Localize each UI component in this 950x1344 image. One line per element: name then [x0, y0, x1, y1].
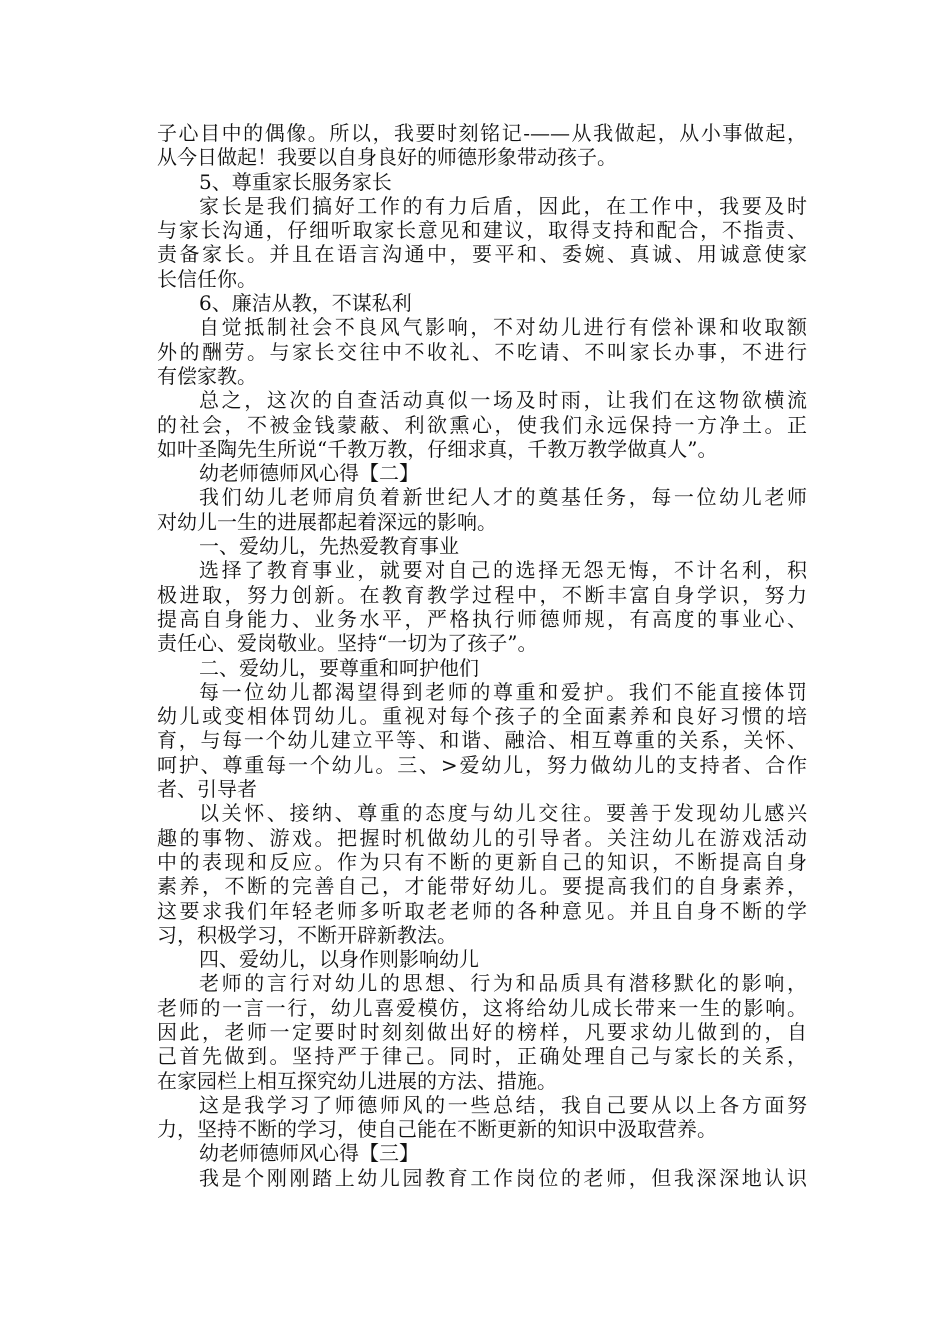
text-line: 我们幼儿老师肩负着新世纪人才的奠基任务，每一位幼儿老师: [199, 485, 807, 510]
text-line: 因此，老师一定要时时刻刻做出好的榜样，凡要求幼儿做到的，自: [157, 1019, 807, 1044]
text-line: 6、廉洁从教，不谋私利: [199, 291, 412, 316]
text-line: 有偿家教。: [157, 363, 257, 388]
text-line: 外的酬劳。与家长交往中不收礼、不吃请、不叫家长办事，不进行: [157, 339, 807, 364]
text-line: 育，与每一个幼儿建立平等、和谐、融洽、相互尊重的关系，关怀、: [157, 728, 807, 753]
text-line: 幼老师德师风心得【三】: [199, 1141, 419, 1166]
text-line: 一、爱幼儿，先热爱教育事业: [199, 534, 459, 559]
text-line: 对幼儿一生的进展都起着深远的影响。: [157, 509, 497, 534]
text-line: 己首先做到。坚持严于律己。同时，正确处理自己与家长的关系，: [157, 1044, 807, 1069]
text-line: 与家长沟通，仔细听取家长意见和建议，取得支持和配合，不指责、: [157, 218, 807, 243]
text-line: 的社会，不被金钱蒙蔽、利欲熏心，使我们永远保持一方净土。正: [157, 412, 807, 437]
text-line: 如叶圣陶先生所说“千教万教，仔细求真，千教万教学做真人”。: [157, 436, 718, 461]
text-line: 提高自身能力、业务水平，严格执行师德师规，有高度的事业心、: [157, 606, 807, 631]
text-line: 幼老师德师风心得【二】: [199, 461, 419, 486]
text-line: 习，积极学习，不断开辟新教法。: [157, 922, 457, 947]
text-line: 每一位幼儿都渴望得到老师的尊重和爱护。我们不能直接体罚: [199, 679, 807, 704]
text-line: 者、引导者: [157, 777, 257, 802]
text-line: 中的表现和反应。作为只有不断的更新自己的知识，不断提高自身: [157, 849, 807, 874]
text-line: 在家园栏上相互探究幼儿进展的方法、措施。: [157, 1068, 557, 1093]
text-line: 长信任你。: [157, 266, 257, 291]
text-line: 二、爱幼儿，要尊重和呵护他们: [199, 655, 479, 680]
text-line: 责备家长。并且在语言沟通中，要平和、委婉、真诚、用诚意使家: [157, 242, 807, 267]
text-line: 幼儿或变相体罚幼儿。重视对每个孩子的全面素养和良好习惯的培: [157, 704, 807, 729]
text-line: 从今日做起！我要以自身良好的师德形象带动孩子。: [157, 145, 617, 170]
text-line: 以关怀、接纳、尊重的态度与幼儿交往。要善于发现幼儿感兴: [199, 801, 807, 826]
text-line: 子心目中的偶像。所以，我要时刻铭记-——从我做起，从小事做起，: [157, 121, 807, 145]
text-line: 老师的一言一行，幼儿喜爱模仿，这将给幼儿成长带来一生的影响。: [157, 995, 807, 1020]
document-body: [157, 121, 807, 1190]
text-line: 趣的事物、游戏。把握时机做幼儿的引导者。关注幼儿在游戏活动: [157, 825, 807, 850]
text-line: 呵护、尊重每一个幼儿。三、>爱幼儿，努力做幼儿的支持者、合作: [157, 752, 807, 777]
text-line: 自觉抵制社会不良风气影响，不对幼儿进行有偿补课和收取额: [199, 315, 807, 340]
text-line: 这是我学习了师德师风的一些总结，我自己要从以上各方面努: [199, 1092, 807, 1117]
text-line: 家长是我们搞好工作的有力后盾，因此，在工作中，我要及时: [199, 193, 807, 218]
text-line: 老师的言行对幼儿的思想、行为和品质具有潜移默化的影响，: [199, 971, 807, 996]
text-line: 总之，这次的自查活动真似一场及时雨，让我们在这物欲横流: [199, 388, 807, 413]
text-line: 责任心、爱岗敬业。坚持“一切为了孩子”。: [157, 631, 538, 656]
text-line: 选择了教育事业，就要对自己的选择无怨无悔，不计名利，积: [199, 558, 807, 583]
text-line: 我是个刚刚踏上幼儿园教育工作岗位的老师，但我深深地认识: [199, 1165, 807, 1190]
text-line: 5、尊重家长服务家长: [199, 169, 392, 194]
text-line: 这要求我们年轻老师多听取老老师的各种意见。并且自身不断的学: [157, 898, 807, 923]
text-line: 极进取，努力创新。在教育教学过程中，不断丰富自身学识，努力: [157, 582, 807, 607]
text-line: 素养，不断的完善自己，才能带好幼儿。要提高我们的自身素养，: [157, 874, 807, 899]
text-line: 力，坚持不断的学习，使自己能在不断更新的知识中汲取营养。: [157, 1117, 717, 1142]
text-line: 四、爱幼儿，以身作则影响幼儿: [199, 947, 479, 972]
